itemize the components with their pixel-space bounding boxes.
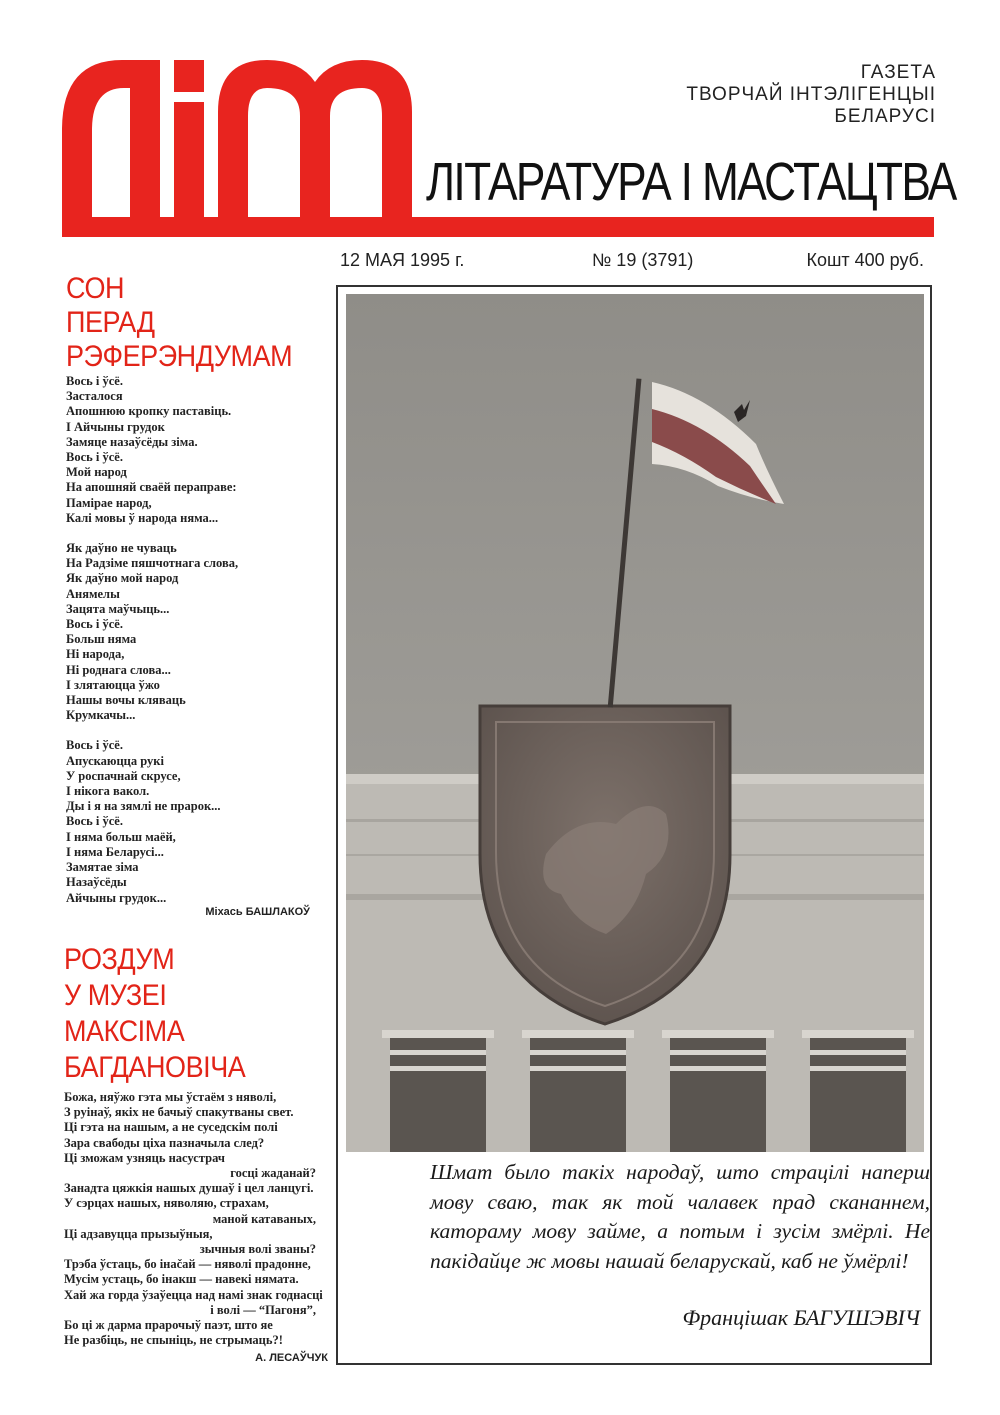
issue-date: 12 МАЯ 1995 г. bbox=[340, 250, 465, 270]
poem-line: І Айчыны грудок bbox=[66, 419, 165, 434]
poem-line: Паміраe народ, bbox=[66, 495, 152, 510]
poem-line: Як даўно мой народ bbox=[66, 571, 179, 586]
poem-line: Як даўно не чуваць bbox=[66, 541, 177, 556]
poem-line: Трэба ўстаць, бо інačай — няволі прадонне, bbox=[64, 1257, 311, 1272]
poem-line: Ды і я на зямлі не прарок... bbox=[66, 799, 221, 814]
poem-line: Ці гэта на нашым, а не суседскім полі bbox=[64, 1120, 278, 1135]
poem-line: На апошняй сваёй пераправе: bbox=[66, 480, 237, 495]
poem-line: Мой народ bbox=[66, 465, 127, 480]
poem-line: Засталося bbox=[66, 389, 123, 404]
poem1-title: СОН ПЕРАД РЭФЕРЭНДУМАМ bbox=[66, 272, 293, 373]
poem-line: зычныя волі званы? bbox=[199, 1242, 316, 1257]
poem-line: Божа, няўжо гэта мы ўстаём з няволі, bbox=[64, 1090, 277, 1104]
poem-line: Замятае зіма bbox=[66, 860, 139, 875]
poem-line: Мусім устаць, бо інакш — навекі нямата. bbox=[64, 1272, 299, 1287]
poem-line: Калі мовы ў народа няма... bbox=[66, 510, 219, 525]
poem2-title: РОЗДУМ У МУЗЕІ МАКСІМА БАГДАНОВІЧА bbox=[64, 943, 246, 1084]
poem-line: Ці зможам узняць насустрач bbox=[64, 1150, 225, 1165]
poem-line: І няма больш маёй, bbox=[66, 829, 176, 844]
poem-line: Назаўсёды bbox=[66, 875, 127, 890]
poem-line: Ні народа, bbox=[66, 647, 125, 662]
poem-line: маной катаваных, bbox=[212, 1211, 316, 1226]
poem-line: Айчыны грудок... bbox=[66, 890, 167, 905]
poem-line: госці жаданай? bbox=[230, 1166, 316, 1181]
poem-line: Апошнюю кропку паставіць. bbox=[66, 404, 232, 419]
bahushevich-quote: Шмат было такіх народаў, што страцілі наперш мову сваю, так як той чалавек прад скананнем, каторaму мову займе, а потым і зусім змёрлі. Не пакідайце ж мовы нашай беларускай, каб не ўмёрлі! bbox=[430, 1160, 930, 1273]
poem-line: Крумкачы... bbox=[66, 708, 136, 723]
photo-government-building-flag bbox=[346, 294, 924, 1152]
poem-line: На Радзіме пяшчотнага слова, bbox=[66, 556, 239, 571]
poem-line: І злятаюцца ўжо bbox=[66, 677, 160, 692]
poem-line: Вось і ўсё. bbox=[66, 617, 123, 632]
poem-line: Апускаюцца рукі bbox=[66, 753, 164, 768]
poem-line: З руінаў, якіх не бачыў спакутваны свет. bbox=[64, 1105, 294, 1120]
poem2-author: А. ЛЕСАЎЧУК bbox=[255, 1352, 328, 1364]
poem-line: Вось і ўсё. bbox=[66, 814, 123, 829]
poem1-author: Міхась БАШЛАКОЎ bbox=[205, 906, 310, 918]
quote-author: Францішак БАГУШЭВІЧ bbox=[682, 1305, 920, 1330]
poem-line: Замяце назаўсёды зіма. bbox=[66, 434, 198, 449]
poem1-text bbox=[66, 374, 238, 906]
newspaper-title: ЛІТАРАТУРА І МАСТАЦТВА bbox=[426, 152, 956, 212]
newspaper-logo bbox=[62, 60, 422, 220]
stanza-gap bbox=[66, 723, 238, 738]
issue-price: Кошт 400 руб. bbox=[806, 250, 924, 270]
poem-line: Ні роднага слова... bbox=[66, 662, 171, 677]
poem-line: Больш няма bbox=[66, 632, 137, 647]
poem-line: Не разбіць, не спыніць, не стрымаць?! bbox=[64, 1333, 283, 1348]
poem-line: І нікога вакол. bbox=[66, 784, 150, 799]
poem-line: У роспачнай скрусе, bbox=[66, 768, 181, 783]
masthead-red-bar bbox=[62, 217, 934, 237]
poem-line: Хай жа горда ўзаўецца над намі знак годнасці bbox=[64, 1287, 323, 1302]
poem2-text bbox=[64, 1090, 323, 1348]
poem-line: Нашы вочы кляваць bbox=[66, 693, 186, 708]
poem-line: Анямелы bbox=[66, 586, 120, 601]
poem-line: Занадта цяжкія нашых душаў і цел ланцугі. bbox=[64, 1181, 314, 1196]
poem-line: Бо ці ж дарма прарочыў паэт, што яе bbox=[64, 1318, 273, 1333]
poem-line: Зацята маўчыць... bbox=[66, 601, 170, 616]
poem-line: Вось і ўсё. bbox=[66, 738, 123, 753]
tagline: ГАЗЕТА ТВОРЧАЙ ІНТЭЛІГЕНЦЫІ БЕЛАРУСІ bbox=[686, 62, 936, 127]
poem-line: Зара свабоды ціха пазначыла след? bbox=[64, 1135, 265, 1150]
issue-number: № 19 (3791) bbox=[592, 250, 694, 270]
poem-line: І няма Беларусі... bbox=[66, 844, 164, 859]
poem-line: Вось і ўсё. bbox=[66, 450, 123, 465]
stanza-gap bbox=[66, 526, 238, 541]
poem-line: Вось і ўсё. bbox=[66, 374, 123, 388]
poem-line: і волі — “Пагоня”, bbox=[210, 1302, 316, 1317]
poem-line: У сэрцах нашых, няволяю, страхам, bbox=[64, 1196, 269, 1211]
poem-line: Ці адзавуцца прызыўныя, bbox=[64, 1226, 213, 1241]
